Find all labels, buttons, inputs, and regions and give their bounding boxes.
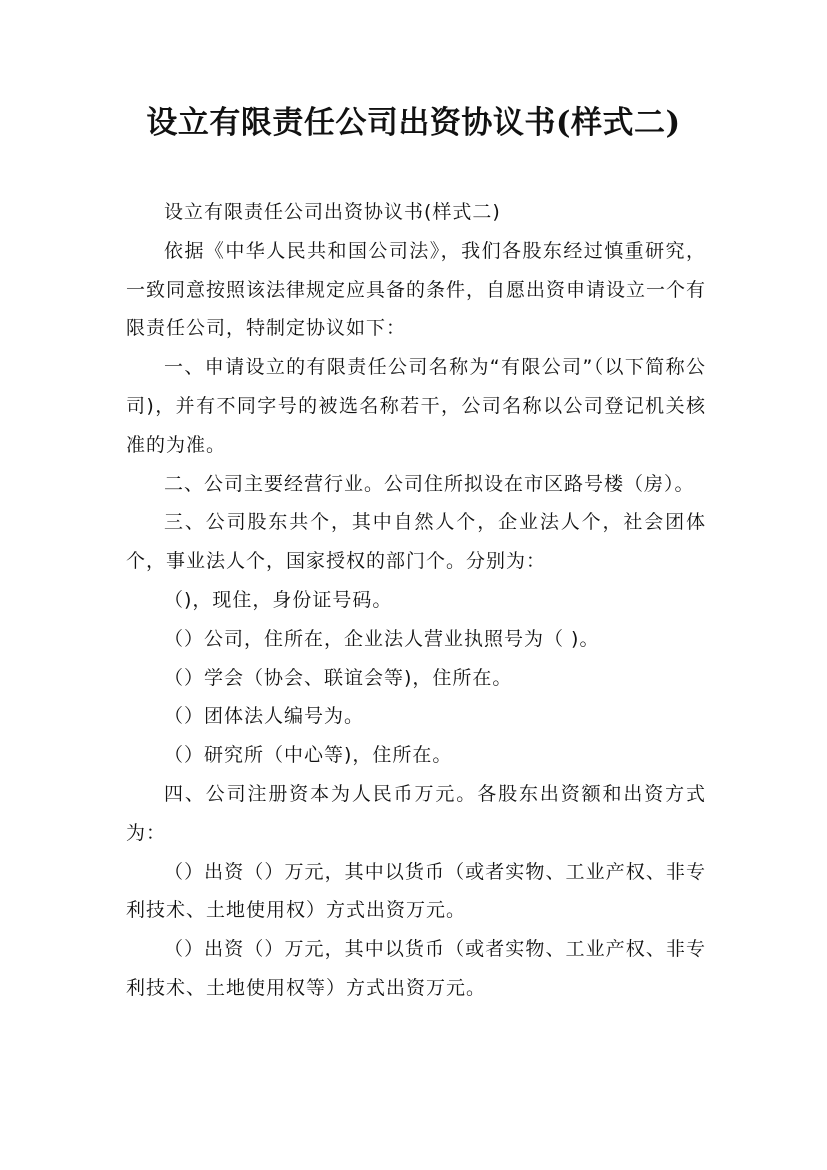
paragraph-clause-1: 一、申请设立的有限责任公司名称为“有限公司”（以下简称公司)，并有不同字号的被选名称若干，公司名称以公司登记机关核准的为准。	[126, 356, 706, 456]
paragraph-clause-4: 四、公司注册资本为人民币万元。各股东出资额和出资方式为：	[126, 782, 706, 844]
paragraph-preamble: 依据《中华人民共和国公司法》，我们各股东经过慎重研究，一致同意按照该法律规定应具备的条件，自愿出资申请设立一个有限责任公司，特制定协议如下：	[126, 239, 707, 340]
document-title: 设立有限责任公司出资协议书(样式二)	[146, 105, 681, 141]
paragraph-shareholder-3: （）学会（协会、联谊会等)，住所在。	[164, 666, 513, 689]
paragraph-shareholder-1: （)，现住，身份证号码。	[164, 588, 393, 611]
paragraph-shareholder-4: （）团体法人编号为。	[164, 705, 365, 728]
paragraph-subtitle: 设立有限责任公司出资协议书(样式二)	[164, 201, 501, 223]
paragraph-shareholder-5: （）研究所（中心等)，住所在。	[164, 744, 453, 767]
paragraph-clause-3: 三、公司股东共个，其中自然人个，企业法人个，社会团体个，事业法人个，国家授权的部门个。分别为：	[126, 511, 706, 573]
document-body	[126, 193, 706, 1008]
paragraph-clause-2: 二、公司主要经营行业。公司住所拟设在市区路号楼（房）。	[164, 472, 695, 495]
paragraph-contribution-1: （）出资（）万元，其中以货币（或者实物、工业产权、非专利技术、土地使用权）方式出资万元。	[126, 860, 706, 922]
paragraph-shareholder-2: （）公司，住所在，企业法人营业执照号为（ )。	[164, 627, 600, 650]
paragraph-contribution-2: （）出资（）万元，其中以货币（或者实物、工业产权、非专利技术、土地使用权等）方式出资万元。	[126, 938, 706, 999]
